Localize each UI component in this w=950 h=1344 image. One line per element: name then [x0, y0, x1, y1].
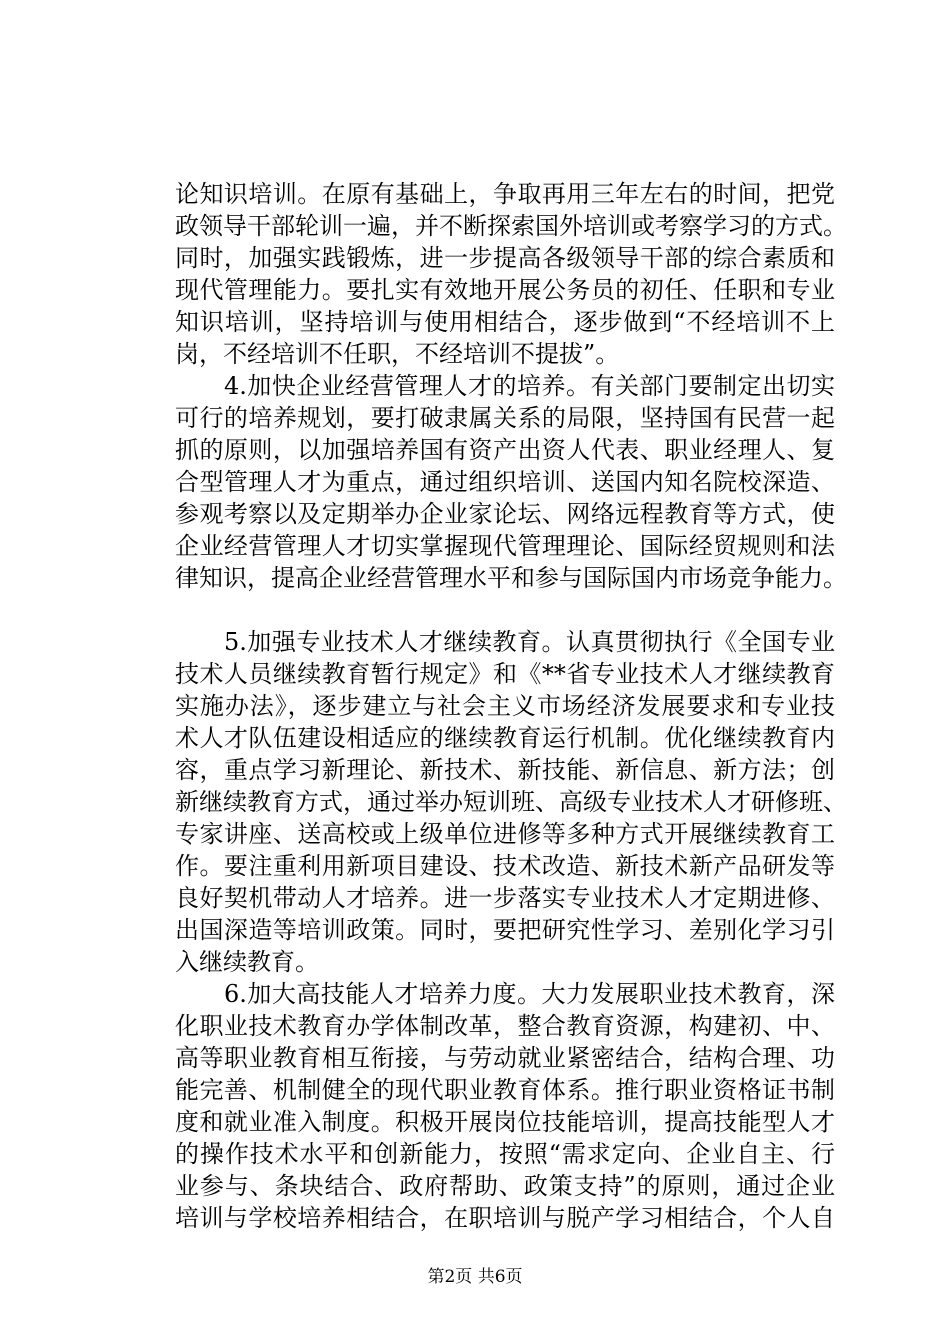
text-line: 入继续教育。 — [175, 948, 319, 976]
text-line: 律知识，提高企业经营管理水平和参与国际国内市场竞争能力。 — [175, 564, 847, 592]
text-line: 实施办法》，逐步建立与社会主义市场经济发展要求和专业技 — [175, 692, 835, 720]
text-line: 培训与学校培养相结合，在职培训与脱产学习相结合，个人自 — [175, 1204, 835, 1232]
text-line: 知识培训，坚持培训与使用相结合，逐步做到“不经培训不上 — [175, 308, 835, 336]
text-line: 政领导干部轮训一遍，并不断探索国外培训或考察学习的方式。 — [175, 212, 847, 240]
text-line: 高等职业教育相互衔接，与劳动就业紧密结合，结构合理、功 — [175, 1044, 835, 1072]
page-number-footer: 第2页 共6页 — [427, 1267, 523, 1287]
text-line: 出国深造等培训政策。同时，要把研究性学习、差别化学习引 — [175, 916, 835, 944]
text-line: 术人才队伍建设相适应的继续教育运行机制。优化继续教育内 — [175, 724, 835, 752]
text-line: 参观考察以及定期举办企业家论坛、网络远程教育等方式，使 — [175, 500, 835, 528]
text-line: 度和就业准入制度。积极开展岗位技能培训，提高技能型人才 — [175, 1108, 835, 1136]
text-line: 业参与、条块结合、政府帮助、政策支持”的原则，通过企业 — [175, 1172, 835, 1200]
text-line: 现代管理能力。要扎实有效地开展公务员的初任、任职和专业 — [175, 276, 835, 304]
text-line: 6.加大高技能人才培养力度。大力发展职业技术教育，深 — [175, 980, 835, 1008]
text-line: 岗，不经培训不任职，不经培训不提拔”。 — [175, 340, 620, 368]
text-line: 4.加快企业经营管理人才的培养。有关部门要制定出切实 — [175, 372, 835, 400]
text-line: 专家讲座、送高校或上级单位进修等多种方式开展继续教育工 — [175, 820, 835, 848]
text-line: 容，重点学习新理论、新技术、新技能、新信息、新方法；创 — [175, 756, 835, 784]
text-line: 论知识培训。在原有基础上，争取再用三年左右的时间，把党 — [175, 180, 835, 208]
text-line: 化职业技术教育办学体制改革，整合教育资源，构建初、中、 — [175, 1012, 835, 1040]
text-line: 同时，加强实践锻炼，进一步提高各级领导干部的综合素质和 — [175, 244, 835, 272]
text-line: 能完善、机制健全的现代职业教育体系。推行职业资格证书制 — [175, 1076, 835, 1104]
text-line: 作。要注重利用新项目建设、技术改造、新技术新产品研发等 — [175, 852, 835, 880]
text-line: 企业经营管理人才切实掌握现代管理理论、国际经贸规则和法 — [175, 532, 835, 560]
text-line: 5.加强专业技术人才继续教育。认真贯彻执行《全国专业 — [175, 628, 835, 656]
text-line: 新继续教育方式，通过举办短训班、高级专业技术人才研修班、 — [175, 788, 847, 816]
text-line: 合型管理人才为重点，通过组织培训、送国内知名院校深造、 — [175, 468, 835, 496]
text-line: 可行的培养规划，要打破隶属关系的局限，坚持国有民营一起 — [175, 404, 835, 432]
text-line: 良好契机带动人才培养。进一步落实专业技术人才定期进修、 — [175, 884, 835, 912]
text-line: 的操作技术水平和创新能力，按照“需求定向、企业自主、行 — [175, 1140, 835, 1168]
text-line: 技术人员继续教育暂行规定》和《**省专业技术人才继续教育 — [175, 660, 835, 688]
text-line: 抓的原则，以加强培养国有资产出资人代表、职业经理人、复 — [175, 436, 835, 464]
